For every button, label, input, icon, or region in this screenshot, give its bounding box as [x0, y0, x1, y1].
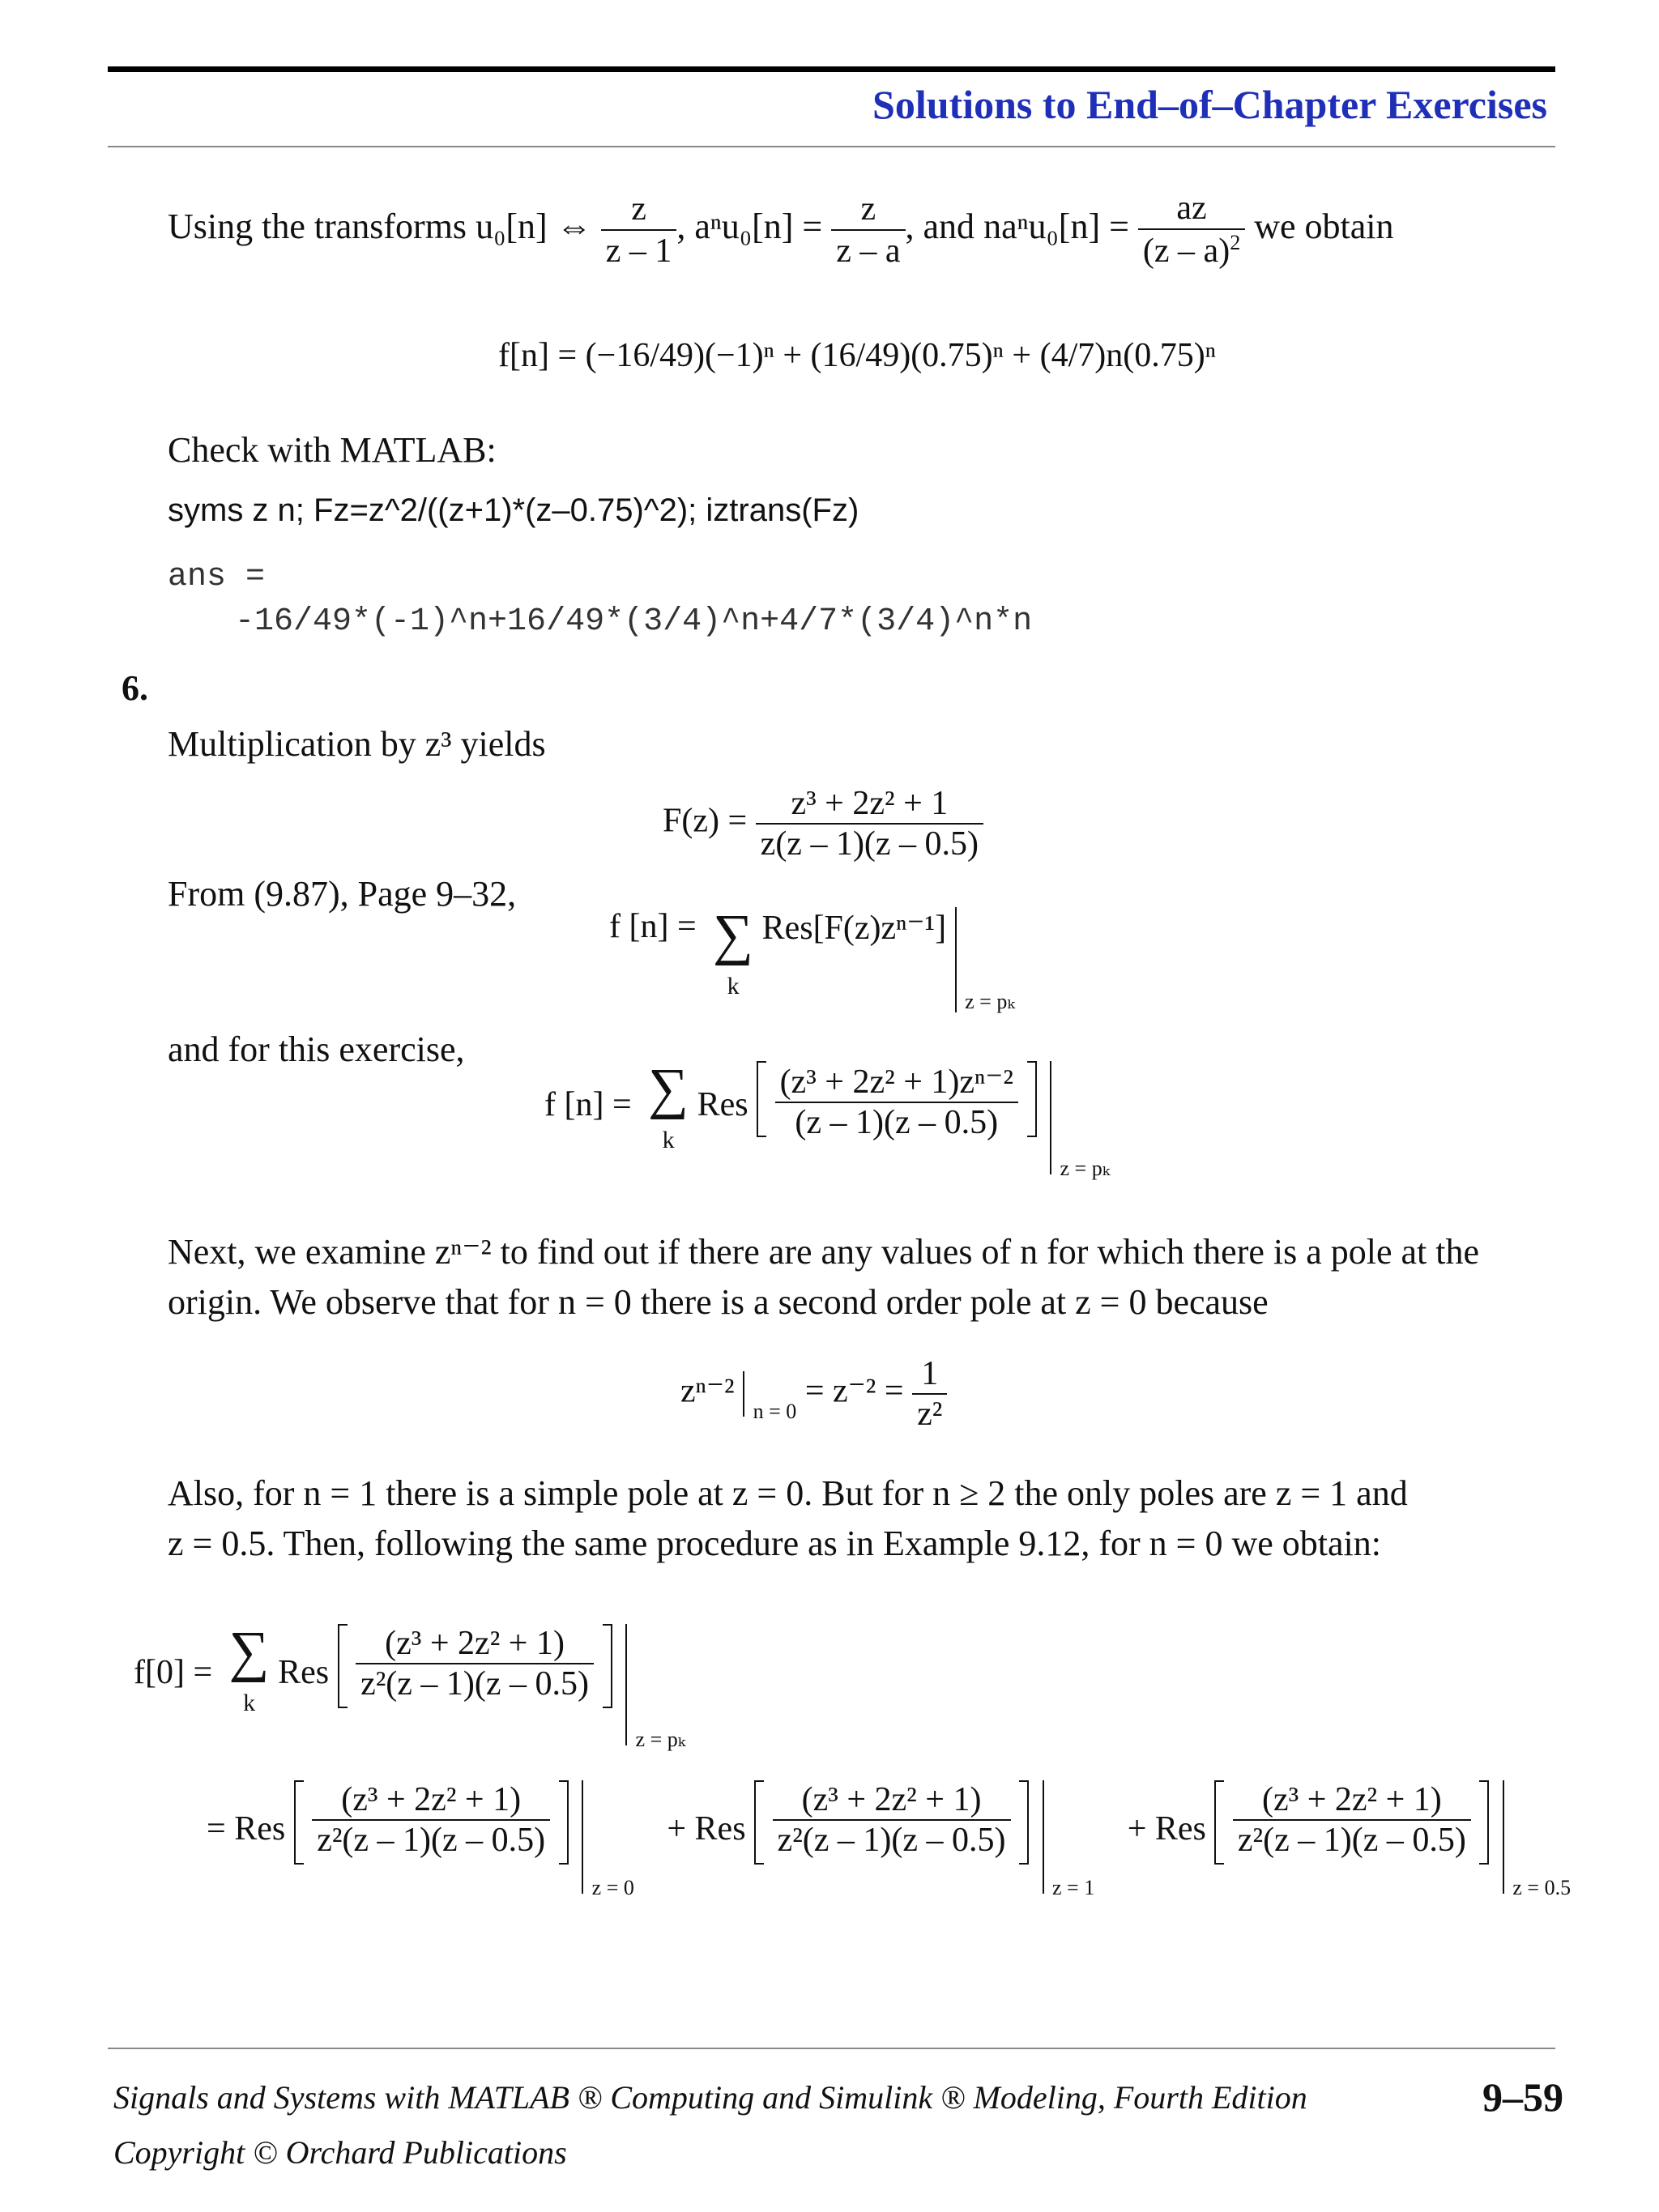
- sum-symbol: ∑: [713, 904, 754, 966]
- residue-term-3: [1233, 1780, 1471, 1860]
- Fz-equation: [663, 784, 983, 863]
- left-bracket: [757, 1061, 766, 1137]
- expanded-residues: [207, 1780, 1572, 1899]
- header-top-rule: [108, 66, 1555, 72]
- right-bracket: [559, 1780, 569, 1865]
- evaluation-bar: [1503, 1780, 1504, 1894]
- footer-copyright: Copyright © Orchard Publications: [113, 2134, 567, 2171]
- term3-denominator: z²(z – 1)(z – 0.5): [1237, 1822, 1466, 1859]
- eval-at-pk: z = pₖ: [1060, 1157, 1111, 1180]
- eval-z05: z = 0.5: [1512, 1876, 1572, 1899]
- zn2-rhs: = z⁻² =: [804, 1372, 904, 1410]
- from-reference-text: From (9.87), Page 9–32,: [168, 874, 517, 914]
- matlab-ans-value: -16/49*(-1)^n+16/49*(3/4)^n+4/7*(3/4)^n*n: [235, 603, 1033, 640]
- sum-symbol: ∑: [228, 1621, 270, 1683]
- paragraph-poles-line2: origin. We observe that for n = 0 there is a second order pole at z = 0 because: [168, 1282, 1269, 1322]
- zn2-equation: [680, 1354, 947, 1434]
- term3-numerator: (z³ + 2z² + 1): [1233, 1780, 1471, 1821]
- and-word: , and: [905, 206, 975, 246]
- matlab-ans-label: ans =: [168, 559, 266, 595]
- sum-symbol: ∑: [648, 1058, 689, 1120]
- transform2-fraction: $\frac{z}{z - a}$: [831, 189, 905, 272]
- general-body: Res[F(z)zⁿ⁻¹]: [761, 910, 947, 947]
- term1-numerator: (z³ + 2z² + 1): [312, 1780, 550, 1821]
- f0-denominator: z²(z – 1)(z – 0.5): [360, 1665, 590, 1703]
- eval-at-pk: z = pₖ: [965, 990, 1015, 1013]
- term1-denominator: z²(z – 1)(z – 0.5): [317, 1822, 546, 1859]
- frac-one: 1: [912, 1354, 947, 1395]
- result-rhs: (−16/49)(−1)ⁿ + (16/49)(0.75)ⁿ + (4/7)n(0.75)ⁿ: [585, 337, 1216, 374]
- right-bracket: [1027, 1061, 1037, 1137]
- zn2-eval: n = 0: [753, 1399, 797, 1423]
- evaluation-bar: [1043, 1780, 1044, 1894]
- frac-z2: z²: [917, 1396, 943, 1433]
- header-bottom-rule: [108, 146, 1555, 147]
- transform3-lhs: naⁿu₀[n] =: [983, 206, 1129, 246]
- sum-index: k: [727, 973, 740, 999]
- general-residue-equation: [609, 904, 1015, 1013]
- evaluation-bar: [1050, 1061, 1051, 1174]
- paragraph-simple-pole-line2: z = 0.5. Then, following the same procedure as in Example 9.12, for n = 0 we obtain:: [168, 1524, 1381, 1563]
- paragraph-poles-line1: Next, we examine zⁿ⁻² to find out if there are any values of n for which there is a pole at the: [168, 1232, 1480, 1272]
- page-title: Solutions to End–of–Chapter Exercises: [872, 82, 1547, 127]
- eval-at-pk: z = pₖ: [635, 1728, 686, 1751]
- term2-denominator: z²(z – 1)(z – 0.5): [777, 1822, 1006, 1859]
- we-obtain-text: we obtain: [1254, 206, 1394, 246]
- exercise-number: 6.: [122, 668, 148, 708]
- residue-term-2: [773, 1780, 1011, 1860]
- multiplication-text: Multiplication by z³ yields: [168, 724, 546, 764]
- evaluation-bar: [743, 1371, 744, 1417]
- right-bracket: [1479, 1780, 1489, 1865]
- residue-term-1: [312, 1780, 550, 1860]
- f0-fraction: [356, 1624, 594, 1703]
- transforms-line: Using the transforms u₀[n] ⇔ $\frac{z}{z - 1}$ , aⁿu₀[n] = $\frac{z}{z - a}$ , and naⁿu₀[n] = $\frac{az}{(z - a)^2}$ we obtain: [168, 188, 1394, 272]
- specific-residue-equation: [544, 1058, 1111, 1180]
- zn2-expr: zⁿ⁻²: [680, 1372, 735, 1410]
- res-word: Res: [234, 1810, 286, 1848]
- matlab-code: syms z n; Fz=z^2/((z+1)*(z–0.75)^2); iztrans(Fz): [168, 492, 859, 528]
- one-over-z2: [912, 1354, 947, 1434]
- f0-lhs: f[0] =: [134, 1654, 213, 1691]
- f0-numerator: (z³ + 2z² + 1): [356, 1624, 594, 1664]
- plus-res-3: + Res: [1127, 1810, 1206, 1848]
- f0-equation: [134, 1621, 686, 1751]
- Fz-lhs: F(z) =: [663, 802, 748, 840]
- paragraph-simple-pole-line1: Also, for n = 1 there is a simple pole at z = 0. But for n ≥ 2 the only poles are z = 1 and: [168, 1473, 1408, 1513]
- transform1-lhs: u₀[n] ⇔: [476, 206, 592, 246]
- evaluation-bar: [625, 1624, 627, 1745]
- specific-lhs: f [n] =: [544, 1086, 632, 1123]
- result-lhs: f[n] =: [498, 337, 578, 374]
- right-bracket: [1019, 1780, 1029, 1865]
- this-exercise-text: and for this exercise,: [168, 1029, 465, 1069]
- Fz-fraction: [756, 784, 983, 863]
- transform3-fraction: $\frac{az}{(z - a)^2}$: [1138, 188, 1245, 272]
- Fz-numerator: z³ + 2z² + 1: [756, 784, 983, 825]
- res-word: Res: [697, 1086, 748, 1123]
- res-word: Res: [278, 1654, 330, 1691]
- term2-numerator: (z³ + 2z² + 1): [773, 1780, 1011, 1821]
- sum-index: k: [243, 1690, 256, 1716]
- evaluation-bar: [955, 907, 957, 1012]
- result-equation: [498, 336, 1216, 375]
- eq-sign: =: [207, 1810, 226, 1848]
- left-bracket: [338, 1624, 348, 1708]
- plus-res-2: + Res: [667, 1810, 746, 1848]
- transforms-intro: Using the transforms: [168, 206, 467, 246]
- eval-z0: z = 0: [591, 1876, 634, 1899]
- right-bracket: [603, 1624, 612, 1708]
- Fz-denominator: z(z – 1)(z – 0.5): [760, 825, 979, 863]
- evaluation-bar: [582, 1780, 583, 1894]
- transform2-lhs: aⁿu₀[n] =: [694, 206, 823, 246]
- specific-fraction: [775, 1061, 1018, 1142]
- footer-rule: [108, 2048, 1555, 2049]
- transform1-fraction: $\frac{z}{z - 1}$: [601, 189, 677, 272]
- general-lhs: f [n] =: [609, 908, 697, 945]
- specific-denominator: (z – 1)(z – 0.5): [795, 1104, 999, 1141]
- left-bracket: [754, 1780, 764, 1865]
- left-bracket: [294, 1780, 304, 1865]
- sum-index: k: [662, 1127, 675, 1153]
- check-label: Check with MATLAB:: [168, 430, 497, 470]
- footer-page-number: 9–59: [1482, 2074, 1563, 2120]
- footer-book-title: Signals and Systems with MATLAB ® Computing and Simulink ® Modeling, Fourth Edition: [113, 2079, 1307, 2116]
- eval-z1: z = 1: [1052, 1876, 1095, 1899]
- specific-numerator: (z³ + 2z² + 1)zⁿ⁻²: [775, 1061, 1018, 1103]
- left-bracket: [1214, 1780, 1224, 1865]
